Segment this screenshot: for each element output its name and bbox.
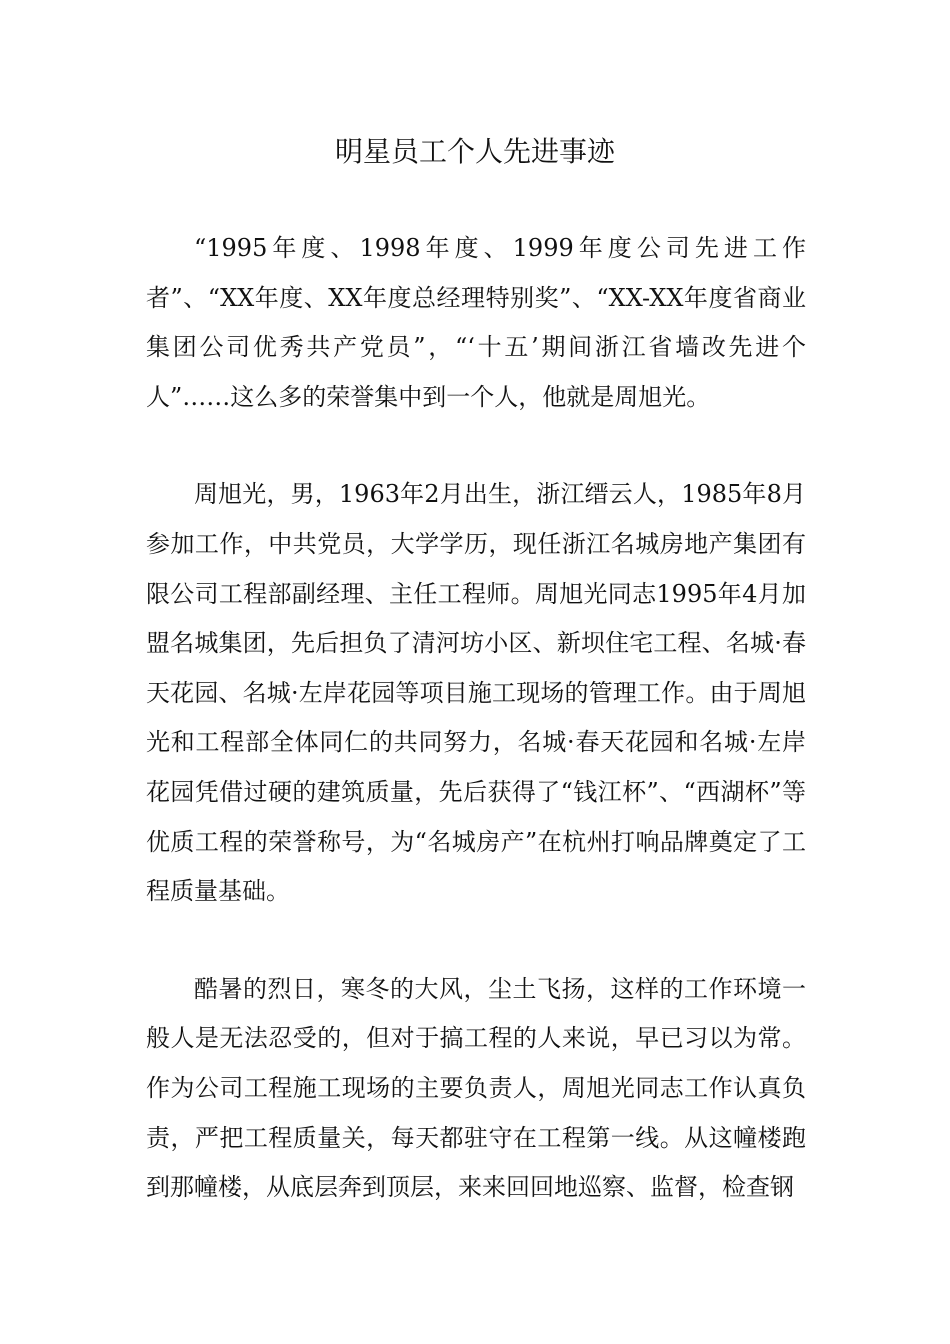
document-body <box>146 224 806 1213</box>
document-title: 明星员工个人先进事迹 <box>334 135 615 168</box>
paragraph-work-environment: 酷暑的烈日，寒冬的大风，尘土飞扬，这样的工作环境一般人是无法忍受的，但对于搞工程的人来说，早已习以为常。作为公司工程施工现场的主要负责人，周旭光同志工作认真负责，严把工程质量关，每天都驻守在工程第一线。从这幢楼跑到那幢楼，从底层奔到顶层，来来回回地巡察、监督，检查钢 <box>146 974 806 1202</box>
paragraph-biography: 周旭光，男，1963年2月出生，浙江缙云人，1985年8月参加工作，中共党员，大学学历，现任浙江名城房地产集团有限公司工程部副经理、主任工程师。周旭光同志1995年4月加盟名城集团，先后担负了清河坊小区、新坝住宅工程、名城·春天花园、名城·左岸花园等项目施工现场的管理工作。由于周旭光和工程部全体同仁的共同努力，名城·春天花园和名城·左岸花园凭借过硬的建筑质量，先后获得了“钱江杯”、“西湖杯”等优质工程的荣誉称号，为“名城房产”在杭州打响品牌奠定了工程质量基础。 <box>146 480 806 906</box>
paragraph-honors: “1995年度、1998年度、1999年度公司先进工作者”、“XX年度、XX年度总经理特别奖”、“XX-XX年度省商业集团公司优秀共产党员”，“‘十五’期间浙江省墙改先进个人”……这么多的荣誉集中到一个人，他就是周旭光。 <box>146 234 806 411</box>
